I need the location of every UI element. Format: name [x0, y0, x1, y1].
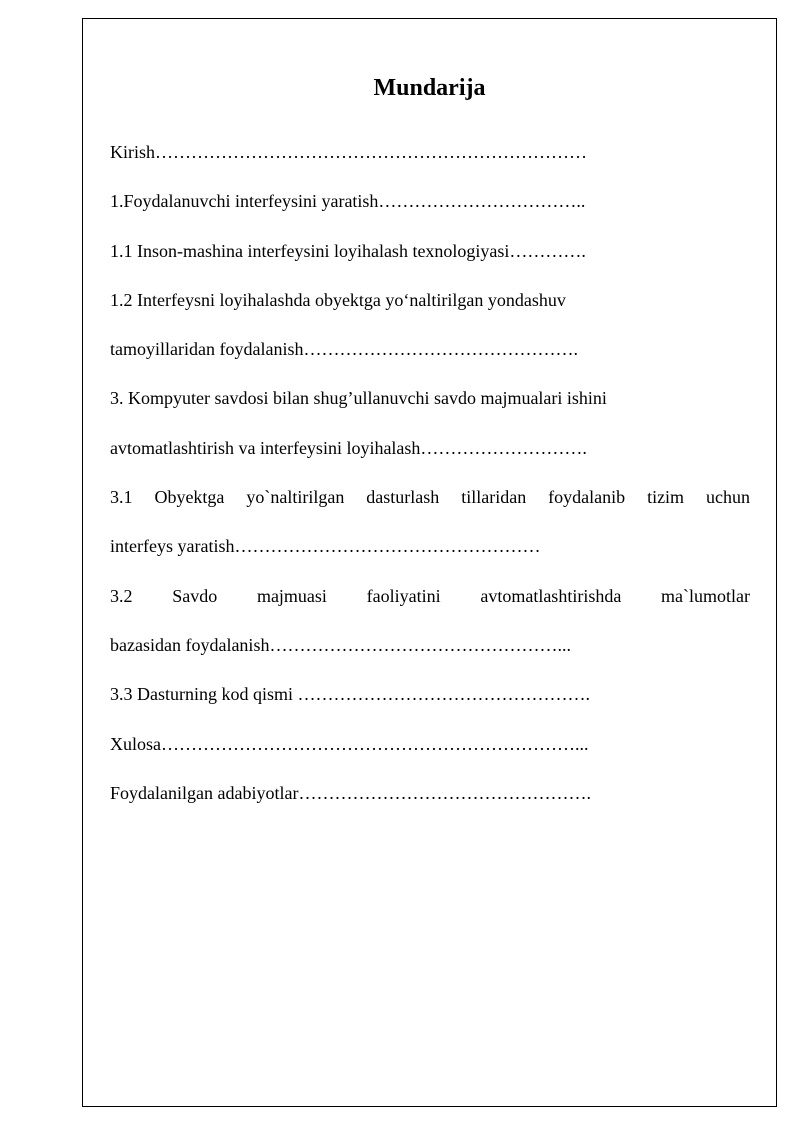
toc-entry-1: 1.Foydalanuvchi interfeysini yaratish……………………………..: [110, 191, 586, 212]
toc-entry-3-2-line-1: 3.2 Savdo majmuasi faoliyatini avtomatlashtirishda ma`lumotlar: [110, 585, 750, 606]
toc-entry-3-line-1: 3. Kompyuter savdosi bilan shug’ullanuvchi savdo majmualari ishini: [110, 388, 607, 409]
toc-entry-3-2-line-2: bazasidan foydalanish…………………………………………...: [110, 634, 571, 655]
toc-entry-3-1-line-1: 3.1 Obyektga yo`naltirilgan dasturlash tillaridan foydalanib tizim uchun: [110, 487, 750, 508]
toc-title: Mundarija: [373, 75, 486, 101]
toc-entry-1-2-line-2: tamoyillaridan foydalanish……………………………………….: [110, 339, 578, 360]
toc-entry-3-1-line-2: interfeys yaratish……………………………………………: [110, 536, 541, 557]
toc-entry-kirish: Kirish………………………………………………………………: [110, 142, 587, 162]
toc-entry-3-3: 3.3 Dasturning kod qismi ………………………………………….: [110, 684, 590, 705]
toc-entry-1-1: 1.1 Inson-mashina interfeysini loyihalash texnologiyasi………….: [110, 240, 586, 261]
toc-entry-xulosa: Xulosa……………………………………………………………...: [110, 733, 589, 754]
toc-entry-3-line-2: avtomatlashtirish va interfeysini loyihalash……………………….: [110, 437, 587, 458]
toc-entry-1-2-line-1: 1.2 Interfeysni loyihalashda obyektga yo‘naltirilgan yondashuv: [110, 289, 566, 310]
table-of-contents: [110, 128, 750, 818]
toc-entry-adabiyotlar: Foydalanilgan adabiyotlar………………………………………….: [110, 782, 591, 803]
